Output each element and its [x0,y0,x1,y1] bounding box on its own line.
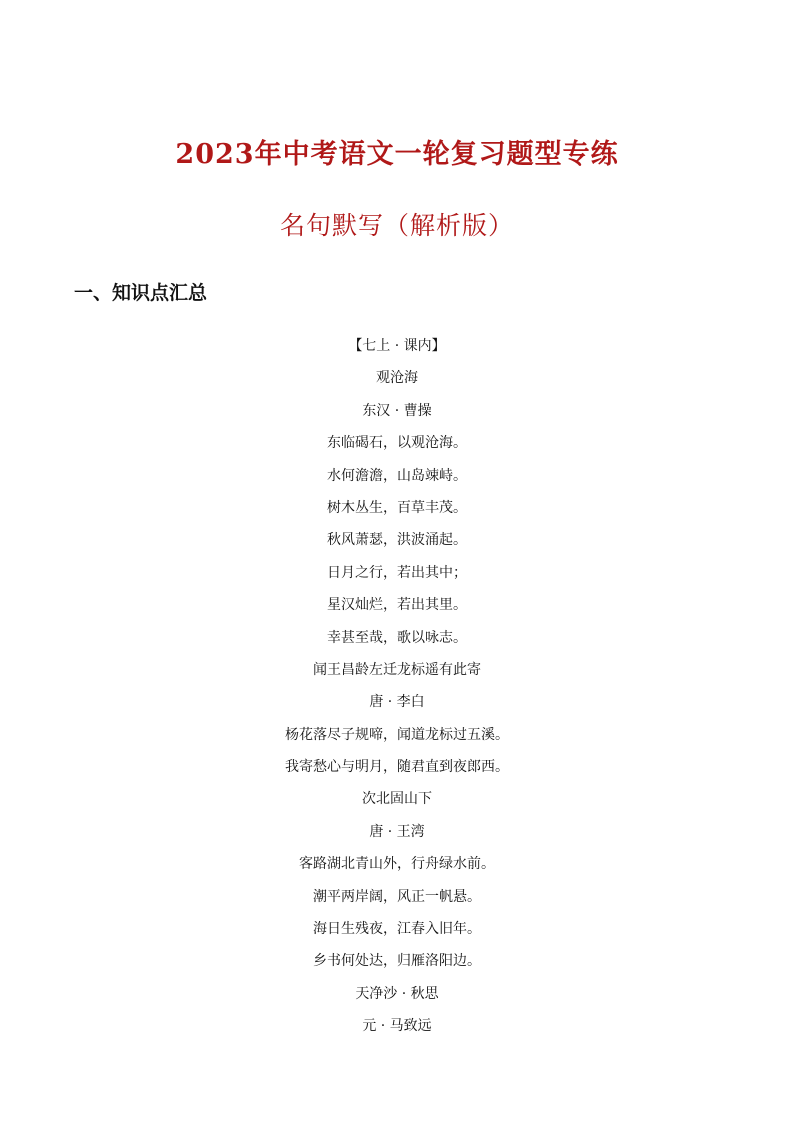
poem-line: 客路湖北青山外，行舟绿水前。 [299,856,495,873]
poem-line: 天净沙 · 秋思 [355,985,439,1002]
document-title: 2023年中考语文一轮复习题型专练 [175,139,619,170]
poem-line: 唐 · 王湾 [369,823,425,840]
poem-line: 观沧海 [376,370,418,387]
poem-line: 树木丛生，百草丰茂。 [327,499,467,516]
poem-line: 闻王昌龄左迁龙标遥有此寄 [313,661,481,678]
poem-line: 乡书何处达，归雁洛阳边。 [313,953,481,970]
section-heading: 一、知识点汇总 [74,282,208,304]
poem-line: 星汉灿烂，若出其里。 [327,597,467,614]
poem-line: 次北固山下 [362,791,432,808]
poem-line: 东汉 · 曹操 [362,402,432,419]
poem-line: 海日生残夜，江春入旧年。 [313,921,481,938]
poem-line: 【七上 · 课内】 [348,338,446,354]
poem-line: 唐 · 李白 [369,694,425,711]
poem-line: 秋风萧瑟，洪波涌起。 [327,532,467,549]
poem-lines-list [0,330,794,1043]
poem-line: 日月之行，若出其中； [327,564,467,581]
poem-line: 我寄愁心与明月，随君直到夜郎西。 [285,759,509,776]
poem-line: 水何澹澹，山岛竦峙。 [327,467,467,484]
poem-line: 杨花落尽子规啼，闻道龙标过五溪。 [285,726,509,743]
document-subtitle: 名句默写（解析版） [279,211,514,240]
poem-line: 元 · 马致远 [362,1018,432,1035]
poem-line: 潮平两岸阔，风正一帆悬。 [313,888,481,905]
poem-line: 东临碣石，以观沧海。 [327,435,467,452]
poem-line: 幸甚至哉，歌以咏志。 [327,629,467,646]
